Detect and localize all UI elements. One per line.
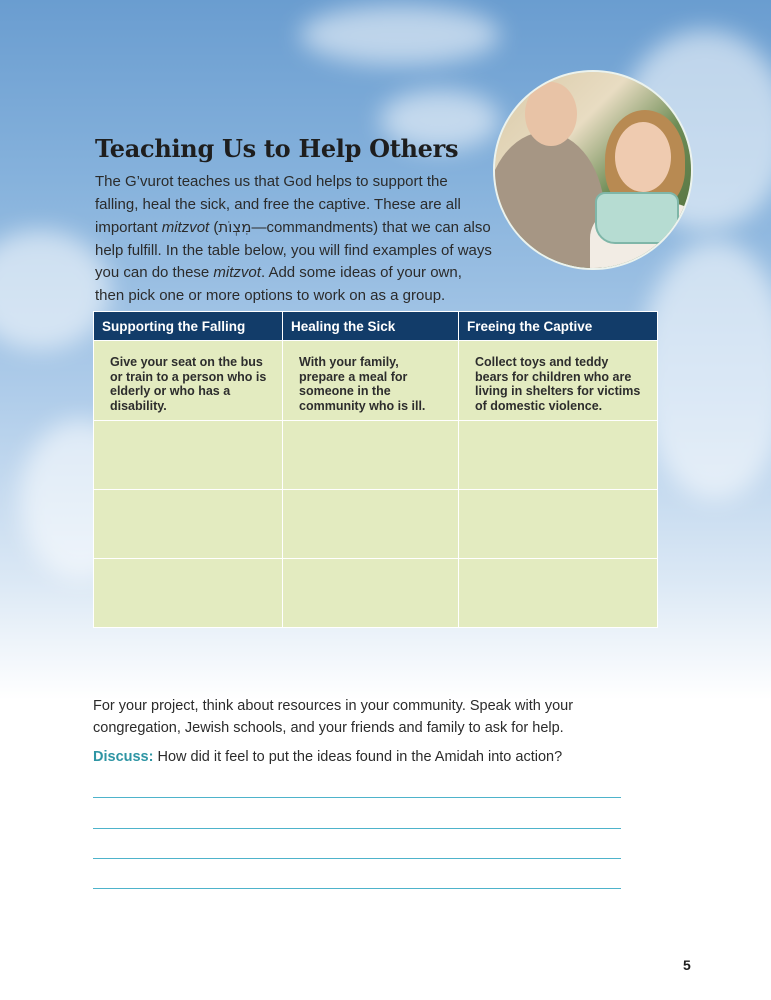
blank-idea-cell[interactable] bbox=[94, 490, 283, 559]
table-row bbox=[94, 490, 658, 559]
column-header-supporting: Supporting the Falling bbox=[94, 312, 283, 341]
cloud-decoration bbox=[300, 5, 500, 65]
intro-paragraph: The G’vurot teaches us that God helps to support the falling, heal the sick, and free the captive. These are all important mitzvot (מִצְוֹת—commandments) that we can also help fulfill. In the table below, you will find examples of ways you can do these mitzvot. Add some ideas of your own, then pick one or more options to work on as a group. bbox=[95, 173, 492, 304]
answer-line[interactable] bbox=[93, 797, 621, 798]
blank-idea-cell[interactable] bbox=[283, 559, 459, 628]
table-row bbox=[94, 559, 658, 628]
discuss-label: Discuss: bbox=[93, 749, 154, 765]
helping-photo bbox=[493, 70, 693, 270]
mitzvot-term: mitzvot bbox=[161, 219, 210, 236]
table-row bbox=[94, 341, 658, 421]
blank-idea-cell[interactable] bbox=[94, 559, 283, 628]
column-header-freeing: Freeing the Captive bbox=[459, 312, 658, 341]
cloud-decoration bbox=[640, 240, 771, 500]
mitzvot-table bbox=[93, 311, 658, 628]
mitzvot-term: mitzvot bbox=[213, 264, 261, 281]
discuss-prompt bbox=[93, 746, 673, 768]
blank-idea-cell[interactable] bbox=[94, 421, 283, 490]
discuss-question: How did it feel to put the ideas found in the Amidah into action? bbox=[153, 749, 563, 765]
blank-idea-cell[interactable] bbox=[283, 490, 459, 559]
table-header-row bbox=[94, 312, 658, 341]
hebrew-mitzvot: מִצְוֹת bbox=[218, 218, 252, 236]
page-title: Teaching Us to Help Others bbox=[95, 134, 459, 163]
blank-idea-cell[interactable] bbox=[459, 490, 658, 559]
example-cell-healing: With your family, prepare a meal for someone in the community who is ill. bbox=[283, 341, 459, 421]
blank-idea-cell[interactable] bbox=[459, 421, 658, 490]
example-cell-supporting: Give your seat on the bus or train to a person who is elderly or who has a disability. bbox=[94, 341, 283, 421]
answer-line[interactable] bbox=[93, 828, 621, 829]
column-header-healing: Healing the Sick bbox=[283, 312, 459, 341]
blank-idea-cell[interactable] bbox=[459, 559, 658, 628]
project-paragraph: For your project, think about resources in your community. Speak with your congregation, Jewish schools, and your friends and family to ask for help. bbox=[93, 698, 574, 736]
answer-line[interactable] bbox=[93, 888, 621, 889]
example-cell-freeing: Collect toys and teddy bears for children who are living in shelters for victims of domestic violence. bbox=[459, 341, 658, 421]
page-number: 5 bbox=[683, 957, 691, 973]
answer-line[interactable] bbox=[93, 858, 621, 859]
blank-idea-cell[interactable] bbox=[283, 421, 459, 490]
table-row bbox=[94, 421, 658, 490]
